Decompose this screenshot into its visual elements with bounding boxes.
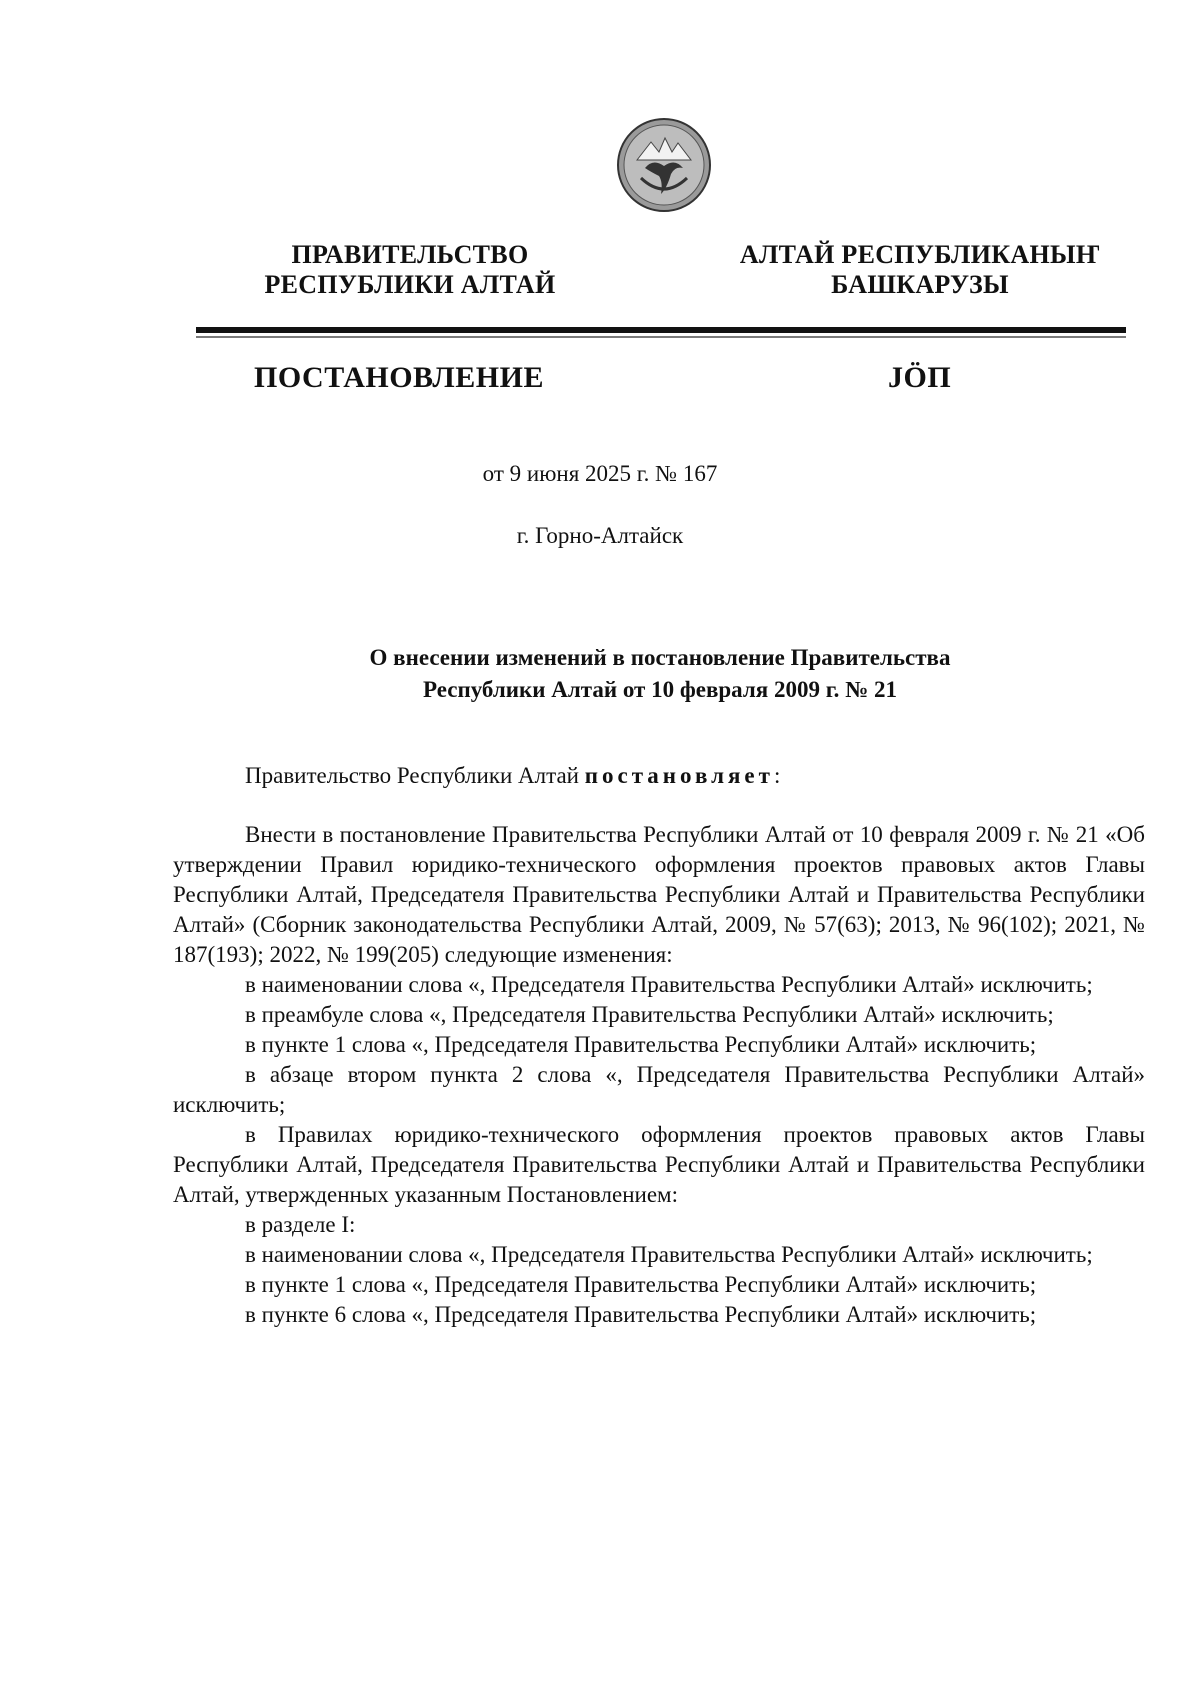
org-name-altai-line1: АЛТАЙ РЕСПУБЛИКАНЫҤ [739,240,1101,269]
altai-republic-emblem-icon [615,116,713,214]
doc-city: г. Горно-Алтайск [516,523,684,548]
body-paragraph: в наименовании слова «, Председателя Правительства Республики Алтай» исключить; [245,972,1093,997]
body-paragraph: в преамбуле слова «, Председателя Правительства Республики Алтай» исключить; [245,1002,1054,1027]
doc-title-line2: Республики Алтай от 10 февраля 2009 г. № 21 [423,677,897,702]
body-paragraph: в пункте 6 слова «, Председателя Правительства Республики Алтай» исключить; [245,1302,1037,1327]
doc-type-altai: JÖП [888,361,952,394]
org-name-altai [690,240,1150,300]
header-divider [196,327,1126,333]
body-paragraph: в наименовании слова «, Председателя Правительства Республики Алтай» исключить; [245,1242,1093,1267]
doc-body [173,820,1145,1330]
decree-suffix: : [773,763,781,788]
decree-prefix: Правительство Республики Алтай [245,763,585,788]
org-name-russian-line2: РЕСПУБЛИКИ АЛТАЙ [264,270,556,299]
org-name-russian [210,240,610,300]
body-paragraph: в абзаце втором пункта 2 слова «, Председателя Правительства Республики Алтай» исключить; [173,1062,1145,1117]
body-paragraph: в Правилах юридико-технического оформления проектов правовых актов Главы Республики Алтай, Председателя Правительства Республики Алтай и Правительства Республики Алтай, утвержденных указанным Постановлением: [173,1122,1145,1207]
body-paragraph: Внести в постановление Правительства Республики Алтай от 10 февраля 2009 г. № 21 «Об утверждении Правил юридико-технического оформления проектов правовых актов Главы Республики Алтай, Председателя Правительства Республики Алтай и Правительства Республики Алтай» (Сборник законодательства Республики Алтай, 2009, № 57(63); 2013, № 96(102); 2021, № 187(193); 2022, № 199(205) следующие изменения: [173,822,1145,967]
doc-type-russian: ПОСТАНОВЛЕНИЕ [254,361,544,394]
body-paragraph: в разделе I: [245,1212,356,1237]
org-name-altai-line2: БАШКАРУЗЫ [831,270,1009,299]
decree-keyword: постановляет [584,763,774,788]
doc-title [200,642,1120,706]
decree-line [245,762,780,790]
org-name-russian-line1: ПРАВИТЕЛЬСТВО [291,240,529,269]
body-paragraph: в пункте 1 слова «, Председателя Правительства Республики Алтай» исключить; [245,1272,1037,1297]
doc-title-line1: О внесении изменений в постановление Правительства [369,645,951,670]
body-paragraph: в пункте 1 слова «, Председателя Правительства Республики Алтай» исключить; [245,1032,1037,1057]
header-divider-thin [196,336,1126,338]
doc-date-number: от 9 июня 2025 г. № 167 [482,461,718,486]
